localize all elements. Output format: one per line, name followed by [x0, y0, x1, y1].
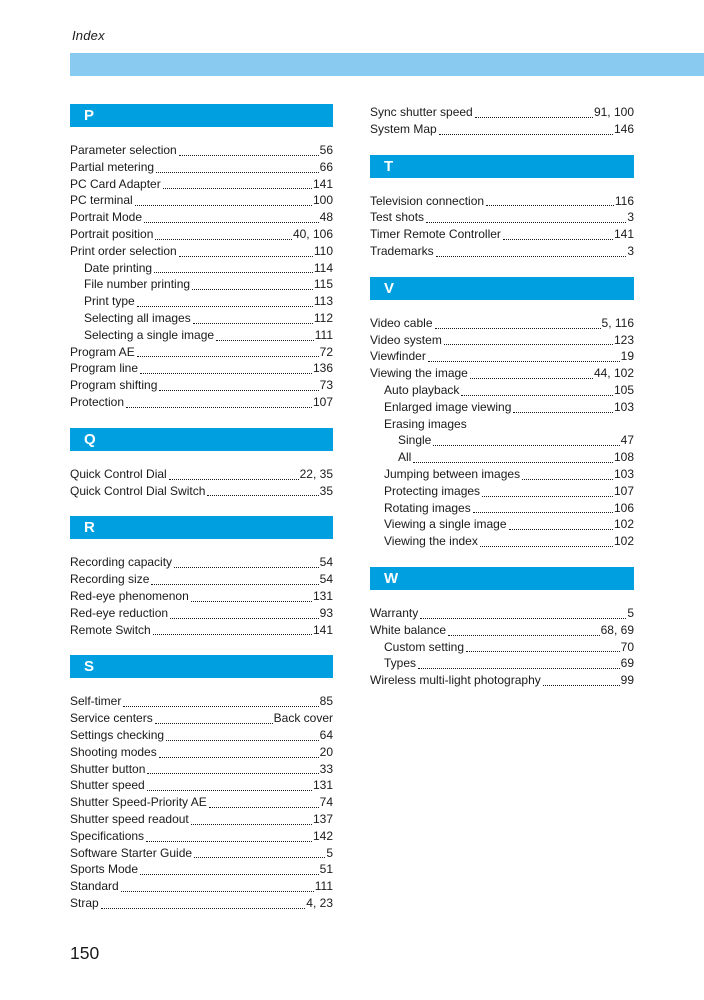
- index-entry: [70, 693, 333, 710]
- dot-leader: [209, 807, 319, 808]
- entry-page-ref: 70: [620, 639, 634, 654]
- index-columns: [70, 104, 634, 912]
- entry-page-ref: 54: [319, 555, 333, 570]
- entry-page-ref: 141: [613, 227, 634, 242]
- dot-leader: [486, 205, 614, 206]
- section-header-p: [70, 104, 333, 127]
- entry-label: White balance: [370, 622, 447, 637]
- index-entry: [70, 293, 333, 310]
- dot-leader: [121, 891, 314, 892]
- entry-page-ref: 102: [613, 517, 634, 532]
- index-entry: [70, 394, 333, 411]
- dot-leader: [147, 790, 312, 791]
- dot-leader: [154, 272, 313, 273]
- index-entry: [70, 310, 333, 327]
- entry-label: PC Card Adapter: [70, 176, 161, 191]
- dot-leader: [207, 495, 318, 496]
- entry-label: Single: [398, 433, 432, 448]
- section-letter: T: [384, 157, 394, 175]
- entry-label: Video system: [370, 332, 442, 347]
- entry-label: Quick Control Dial: [70, 466, 167, 481]
- entry-page-ref: 74: [319, 795, 333, 810]
- dot-leader: [159, 390, 318, 391]
- entry-label: Types: [384, 656, 417, 671]
- entry-label: Viewing the image: [370, 366, 468, 381]
- index-entry: [70, 466, 333, 483]
- entry-label: Recording size: [70, 572, 150, 587]
- entry-page-ref: 146: [613, 121, 634, 136]
- dot-leader: [194, 857, 325, 858]
- index-entry: [70, 377, 333, 394]
- entry-label: Shutter button: [70, 761, 146, 776]
- section-header-v: [370, 277, 634, 300]
- index-entry: [370, 605, 634, 622]
- index-entry: [370, 399, 634, 416]
- entry-page-ref: 44, 102: [593, 366, 634, 381]
- entry-label: Date printing: [84, 260, 153, 275]
- entry-label: Enlarged image viewing: [384, 399, 512, 414]
- entry-page-ref: 56: [319, 143, 333, 157]
- entry-label: Standard: [70, 879, 119, 894]
- index-entry: [70, 159, 333, 176]
- index-entry: [70, 176, 333, 193]
- dot-leader: [174, 567, 319, 568]
- index-entry: [370, 449, 634, 466]
- entry-page-ref: 106: [613, 500, 634, 515]
- entry-label: Viewfinder: [370, 349, 426, 364]
- index-entry: [70, 811, 333, 828]
- entry-page-ref: 103: [613, 466, 634, 481]
- entry-page-ref: 141: [312, 176, 333, 191]
- entry-label: Service centers: [70, 711, 153, 726]
- entry-label: Print type: [84, 294, 135, 309]
- dot-leader: [135, 205, 312, 206]
- entry-page-ref: 5, 116: [601, 315, 634, 330]
- dot-leader: [163, 188, 312, 189]
- entry-label: Parameter selection: [70, 143, 177, 157]
- dot-leader: [179, 256, 313, 257]
- index-entry: [370, 432, 634, 449]
- index-entry: [70, 142, 333, 159]
- index-entry: [370, 365, 634, 382]
- entry-label: Remote Switch: [70, 622, 151, 637]
- entry-label: Sync shutter speed: [370, 105, 473, 119]
- index-entry: [370, 104, 634, 121]
- entry-label: PC terminal: [70, 193, 133, 208]
- entry-label: Selecting all images: [84, 310, 191, 325]
- entry-page-ref: 19: [620, 349, 634, 364]
- entry-label: Warranty: [370, 605, 419, 620]
- entry-list: [370, 104, 634, 138]
- entry-page-ref: 33: [319, 761, 333, 776]
- index-entry: [70, 360, 333, 377]
- index-entry: [70, 276, 333, 293]
- section-letter: Q: [84, 430, 96, 448]
- entry-page-ref: 137: [312, 811, 333, 826]
- dot-leader: [170, 618, 319, 619]
- index-entry: [70, 327, 333, 344]
- entry-label: Software Starter Guide: [70, 845, 193, 860]
- entry-page-ref: 51: [319, 862, 333, 877]
- entry-label: Recording capacity: [70, 555, 173, 570]
- entry-label: Test shots: [370, 210, 425, 225]
- entry-page-ref: 35: [319, 483, 333, 498]
- entry-page-ref: 54: [319, 572, 333, 587]
- dot-leader: [126, 407, 312, 408]
- dot-leader: [156, 172, 319, 173]
- entry-label: Strap: [70, 895, 99, 910]
- entry-page-ref: 72: [319, 344, 333, 359]
- dot-leader: [146, 841, 312, 842]
- entry-page-ref: 131: [312, 778, 333, 793]
- dot-leader: [473, 512, 613, 513]
- index-entry: [370, 500, 634, 517]
- dot-leader: [420, 618, 626, 619]
- index-entry: [370, 655, 634, 672]
- running-head: Index: [72, 28, 105, 43]
- index-entry: [370, 483, 634, 500]
- dot-leader: [123, 706, 318, 707]
- index-entry: [70, 727, 333, 744]
- entry-label: Program line: [70, 361, 139, 376]
- entry-page-ref: 141: [312, 622, 333, 637]
- index-entry: [70, 861, 333, 878]
- entry-page-ref: 73: [319, 378, 333, 393]
- entry-page-ref: 69: [620, 656, 634, 671]
- entry-page-ref: 111: [314, 327, 333, 342]
- dot-leader: [466, 651, 620, 652]
- index-entry: [370, 243, 634, 260]
- entry-label: Viewing the index: [384, 534, 478, 549]
- entry-label: Viewing a single image: [384, 517, 507, 532]
- entry-list: [70, 554, 333, 638]
- dot-leader: [439, 134, 613, 135]
- entry-page-ref: 3: [627, 243, 634, 258]
- dot-leader: [155, 723, 273, 724]
- dot-leader: [192, 289, 313, 290]
- entry-list: [370, 193, 634, 260]
- entry-label: Specifications: [70, 828, 145, 843]
- entry-page-ref: 112: [313, 310, 333, 325]
- index-entry: [370, 466, 634, 483]
- section-letter: P: [84, 107, 95, 124]
- entry-label: Auto playback: [384, 382, 460, 397]
- dot-leader: [418, 668, 620, 669]
- entry-page-ref: 108: [613, 450, 634, 465]
- dot-leader: [159, 757, 319, 758]
- dot-leader: [413, 462, 613, 463]
- index-entry: [70, 845, 333, 862]
- dot-leader: [470, 378, 593, 379]
- entry-page-ref: 107: [312, 394, 333, 409]
- index-entry: [70, 895, 333, 912]
- entry-label: Print order selection: [70, 243, 177, 258]
- entry-label: Sports Mode: [70, 862, 139, 877]
- entry-label: Shutter speed readout: [70, 811, 189, 826]
- entry-label: File number printing: [84, 277, 191, 292]
- entry-page-ref: 100: [312, 193, 333, 208]
- entry-label: Program shifting: [70, 378, 158, 393]
- dot-leader: [461, 395, 613, 396]
- entry-label: Protection: [70, 394, 125, 409]
- entry-label: Self-timer: [70, 694, 122, 709]
- index-entry: [70, 710, 333, 727]
- index-entry: [70, 605, 333, 622]
- index-entry: [370, 622, 634, 639]
- dot-leader: [153, 634, 312, 635]
- entry-label: Partial metering: [70, 159, 155, 174]
- dot-leader: [179, 155, 319, 156]
- dot-leader: [522, 479, 613, 480]
- index-entry: [370, 672, 634, 689]
- index-entry: [70, 828, 333, 845]
- entry-page-ref: 68, 69: [600, 622, 634, 637]
- entry-page-ref: 115: [313, 277, 333, 292]
- entry-label: Protecting images: [384, 483, 481, 498]
- dot-leader: [151, 584, 318, 585]
- index-entry: [70, 554, 333, 571]
- entry-label: Timer Remote Controller: [370, 227, 501, 242]
- entry-label: Program AE: [70, 344, 135, 359]
- entry-label: Portrait Mode: [70, 210, 143, 225]
- entry-page-ref: 110: [313, 243, 333, 258]
- entry-page-ref: 102: [613, 534, 634, 549]
- dot-leader: [140, 874, 319, 875]
- dot-leader: [480, 546, 613, 547]
- entry-label: Portrait position: [70, 226, 154, 241]
- dot-leader: [543, 685, 620, 686]
- section-header-s: [70, 655, 333, 678]
- section-header-q: [70, 428, 333, 451]
- entry-page-ref: 136: [312, 361, 333, 376]
- entry-label: Wireless multi-light photography: [370, 673, 541, 688]
- entry-list: [70, 693, 333, 911]
- dot-leader: [426, 222, 626, 223]
- index-entry: [370, 516, 634, 533]
- entry-page-ref: 103: [613, 399, 634, 414]
- dot-leader: [475, 117, 593, 118]
- entry-label: Red-eye phenomenon: [70, 588, 189, 603]
- index-entry: [370, 348, 634, 365]
- index-entry: [70, 243, 333, 260]
- dot-leader: [482, 496, 613, 497]
- entry-page-ref: 113: [313, 294, 333, 309]
- entry-page-ref: 91, 100: [593, 105, 634, 119]
- dot-leader: [137, 356, 319, 357]
- dot-leader: [513, 412, 613, 413]
- index-entry: [370, 315, 634, 332]
- entry-page-ref: 142: [312, 828, 333, 843]
- page-number: 150: [70, 943, 100, 963]
- entry-label: Video cable: [370, 315, 433, 330]
- entry-label: Selecting a single image: [84, 327, 215, 342]
- index-entry: [70, 761, 333, 778]
- dot-leader: [144, 222, 319, 223]
- entry-page-ref: 20: [319, 744, 333, 759]
- entry-list: [370, 315, 634, 550]
- dot-leader: [147, 773, 318, 774]
- entry-label: Quick Control Dial Switch: [70, 483, 206, 498]
- entry-label: Shooting modes: [70, 744, 157, 759]
- entry-page-ref: 107: [613, 483, 634, 498]
- entry-page-ref: 66: [319, 159, 333, 174]
- index-entry: [70, 777, 333, 794]
- entry-page-ref: 99: [620, 673, 634, 688]
- header-accent-bar: [70, 53, 704, 76]
- dot-leader: [428, 361, 620, 362]
- dot-leader: [444, 344, 613, 345]
- index-entry: [370, 416, 634, 433]
- section-header-w: [370, 567, 634, 590]
- index-entry: [70, 588, 333, 605]
- entry-label: Jumping between images: [384, 466, 521, 481]
- dot-leader: [436, 256, 627, 257]
- entry-page-ref: 105: [613, 382, 634, 397]
- entry-page-ref: 111: [314, 879, 333, 894]
- index-entry: [70, 209, 333, 226]
- index-entry: [370, 332, 634, 349]
- entry-page-ref: 116: [614, 193, 634, 208]
- dot-leader: [193, 323, 313, 324]
- dot-leader: [101, 908, 306, 909]
- index-entry: [370, 533, 634, 550]
- index-entry: [370, 209, 634, 226]
- entry-list: [370, 605, 634, 689]
- index-entry: [370, 639, 634, 656]
- section-letter: V: [384, 279, 395, 297]
- entry-page-ref: 5: [627, 605, 634, 620]
- section-header-r: [70, 516, 333, 539]
- entry-page-ref: 40, 106: [292, 226, 333, 241]
- index-entry: [70, 794, 333, 811]
- entry-page-ref: 93: [319, 605, 333, 620]
- entry-label: Television connection: [370, 193, 485, 208]
- dot-leader: [448, 635, 600, 636]
- entry-label: All: [398, 450, 412, 465]
- dot-leader: [433, 445, 619, 446]
- index-entry: [70, 260, 333, 277]
- section-letter: R: [84, 519, 95, 537]
- dot-leader: [155, 239, 292, 240]
- entry-page-ref: 22, 35: [299, 466, 333, 481]
- entry-label: Erasing images: [384, 416, 467, 431]
- section-letter: W: [384, 569, 399, 587]
- entry-page-ref: 4, 23: [306, 895, 333, 910]
- entry-page-ref: 85: [319, 694, 333, 709]
- entry-page-ref: 47: [620, 433, 634, 448]
- index-entry: [70, 192, 333, 209]
- entry-page-ref: Back cover: [273, 711, 333, 726]
- entry-label: Shutter speed: [70, 778, 145, 793]
- dot-leader: [137, 306, 313, 307]
- left-column: [70, 104, 333, 912]
- dot-leader: [216, 340, 314, 341]
- entry-page-ref: 3: [627, 210, 634, 225]
- index-entry: [370, 193, 634, 210]
- index-entry: [70, 622, 333, 639]
- entry-list: [70, 466, 333, 500]
- section-letter: S: [84, 658, 95, 676]
- entry-label: Rotating images: [384, 500, 471, 515]
- entry-page-ref: 64: [319, 727, 333, 742]
- entry-label: Settings checking: [70, 727, 165, 742]
- index-entry: [370, 121, 634, 138]
- entry-page-ref: 123: [613, 332, 634, 347]
- right-column: [370, 104, 634, 912]
- entry-label: Trademarks: [370, 243, 434, 258]
- entry-page-ref: 114: [313, 260, 333, 275]
- dot-leader: [169, 479, 299, 480]
- dot-leader: [191, 601, 312, 602]
- entry-label: System Map: [370, 121, 437, 136]
- dot-leader: [435, 328, 601, 329]
- section-header-t: [370, 155, 634, 178]
- entry-page-ref: 5: [326, 845, 333, 860]
- index-entry: [70, 744, 333, 761]
- entry-list: [70, 142, 333, 411]
- dot-leader: [503, 239, 613, 240]
- index-entry: [70, 571, 333, 588]
- index-entry: [70, 226, 333, 243]
- index-entry: [70, 878, 333, 895]
- entry-label: Custom setting: [384, 639, 465, 654]
- dot-leader: [191, 824, 312, 825]
- index-entry: [70, 344, 333, 361]
- entry-label: Shutter Speed-Priority AE: [70, 795, 207, 810]
- entry-page-ref: 131: [312, 588, 333, 603]
- dot-leader: [166, 740, 319, 741]
- entry-label: Red-eye reduction: [70, 605, 169, 620]
- entry-page-ref: 48: [319, 210, 333, 225]
- dot-leader: [509, 529, 613, 530]
- dot-leader: [140, 373, 312, 374]
- index-entry: [70, 483, 333, 500]
- index-entry: [370, 382, 634, 399]
- index-entry: [370, 226, 634, 243]
